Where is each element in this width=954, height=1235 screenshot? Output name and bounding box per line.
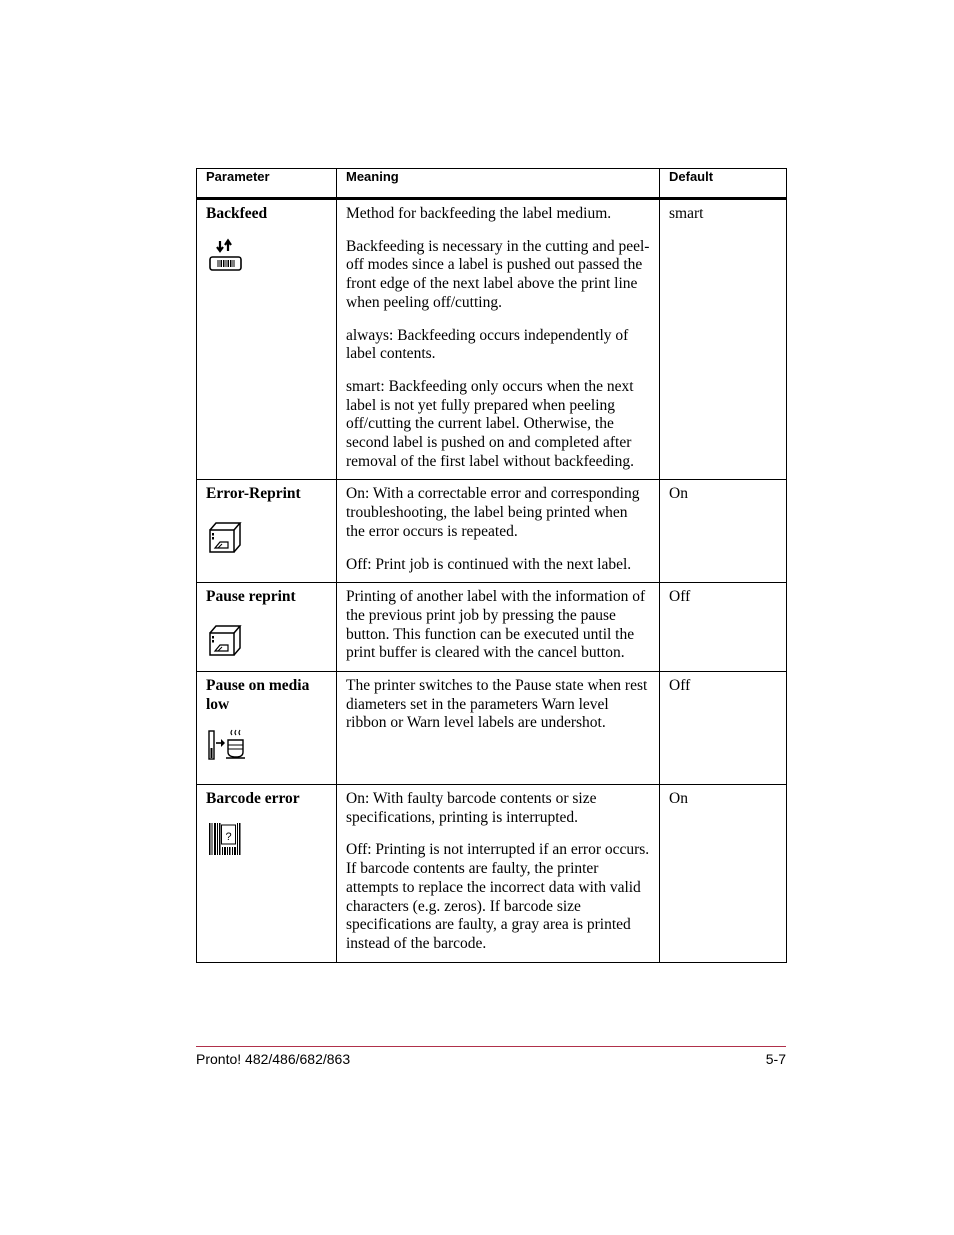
parameter-name: Pause on media low — [206, 677, 310, 713]
parameter-name: Pause reprint — [206, 588, 296, 606]
parameter-cell — [197, 480, 337, 583]
meaning-cell — [337, 785, 660, 963]
meaning-paragraph: Off: Print job is continued with the next label. — [346, 555, 632, 573]
table-header-row — [197, 169, 787, 199]
footer-page-number: 5-7 — [765, 1051, 786, 1067]
table-row — [197, 583, 787, 672]
table-row — [197, 199, 787, 480]
meaning-paragraph: Off: Printing is not interrupted if an error occurs. If barcode contents are faulty, the printer attempts to replace the incorrect data with valid characters (e.g. zeros). If barcode size specifications are faulty, a gray area is printed instead of the barcode. — [346, 841, 650, 952]
meaning-paragraph: The printer switches to the Pause state when rest diameters set in the parameters Warn level ribbon or Warn level labels are undershot. — [346, 677, 648, 732]
parameter-cell — [197, 199, 337, 480]
default-cell: Off — [660, 672, 787, 785]
meaning-cell — [337, 583, 660, 672]
media-low-pause-icon — [206, 728, 246, 762]
page-footer — [196, 1046, 786, 1067]
backfeed-icon — [206, 238, 242, 274]
meaning-paragraph: smart: Backfeeding only occurs when the next label is not yet fully prepared when peeling off/cutting the current label. Otherwise, the second label is pushed on and completed after removal of the first label without backfeeding. — [346, 377, 634, 470]
table-row — [197, 672, 787, 785]
meaning-paragraph: On: With a correctable error and corresponding troubleshooting, the label being printed when the error occurs is repeated. — [346, 485, 640, 540]
parameter-name: Error-Reprint — [206, 485, 301, 503]
default-cell: On — [660, 785, 787, 963]
table-row — [197, 785, 787, 963]
meaning-cell — [337, 672, 660, 785]
header-meaning: Meaning — [337, 169, 660, 199]
parameter-name: Barcode error — [206, 790, 300, 808]
meaning-paragraph: Backfeeding is necessary in the cutting and peel-off modes since a label is pushed out passed the front edge of the next label above the print line when peeling off/cutting. — [346, 237, 650, 311]
default-cell: Off — [660, 583, 787, 672]
printer-reprint-icon — [206, 518, 242, 554]
printer-reprint-icon — [206, 621, 242, 657]
meaning-cell — [337, 480, 660, 583]
meaning-paragraph: On: With faulty barcode contents or size specifications, printing is interrupted. — [346, 790, 597, 826]
meaning-paragraph: always: Backfeeding occurs independently of label contents. — [346, 326, 629, 363]
parameter-name: Backfeed — [206, 205, 268, 222]
meaning-paragraph: Printing of another label with the information of the previous print job by pressing the pause button. This function can be executed until the print buffer is cleared with the cancel button. — [346, 588, 646, 662]
header-parameter: Parameter — [197, 169, 337, 199]
svg-text:?: ? — [225, 830, 232, 843]
parameter-cell — [197, 785, 337, 963]
meaning-cell — [337, 199, 660, 480]
parameter-cell — [197, 672, 337, 785]
default-cell: smart — [660, 199, 787, 480]
header-default: Default — [660, 169, 787, 199]
default-cell: On — [660, 480, 787, 583]
table-row — [197, 480, 787, 583]
meaning-paragraph: Method for backfeeding the label medium. — [346, 205, 612, 222]
barcode-error-icon — [206, 821, 242, 857]
page-content — [196, 168, 786, 963]
footer-product: Pronto! 482/486/682/863 — [196, 1051, 351, 1067]
parameter-cell — [197, 583, 337, 672]
parameter-table — [196, 168, 787, 963]
